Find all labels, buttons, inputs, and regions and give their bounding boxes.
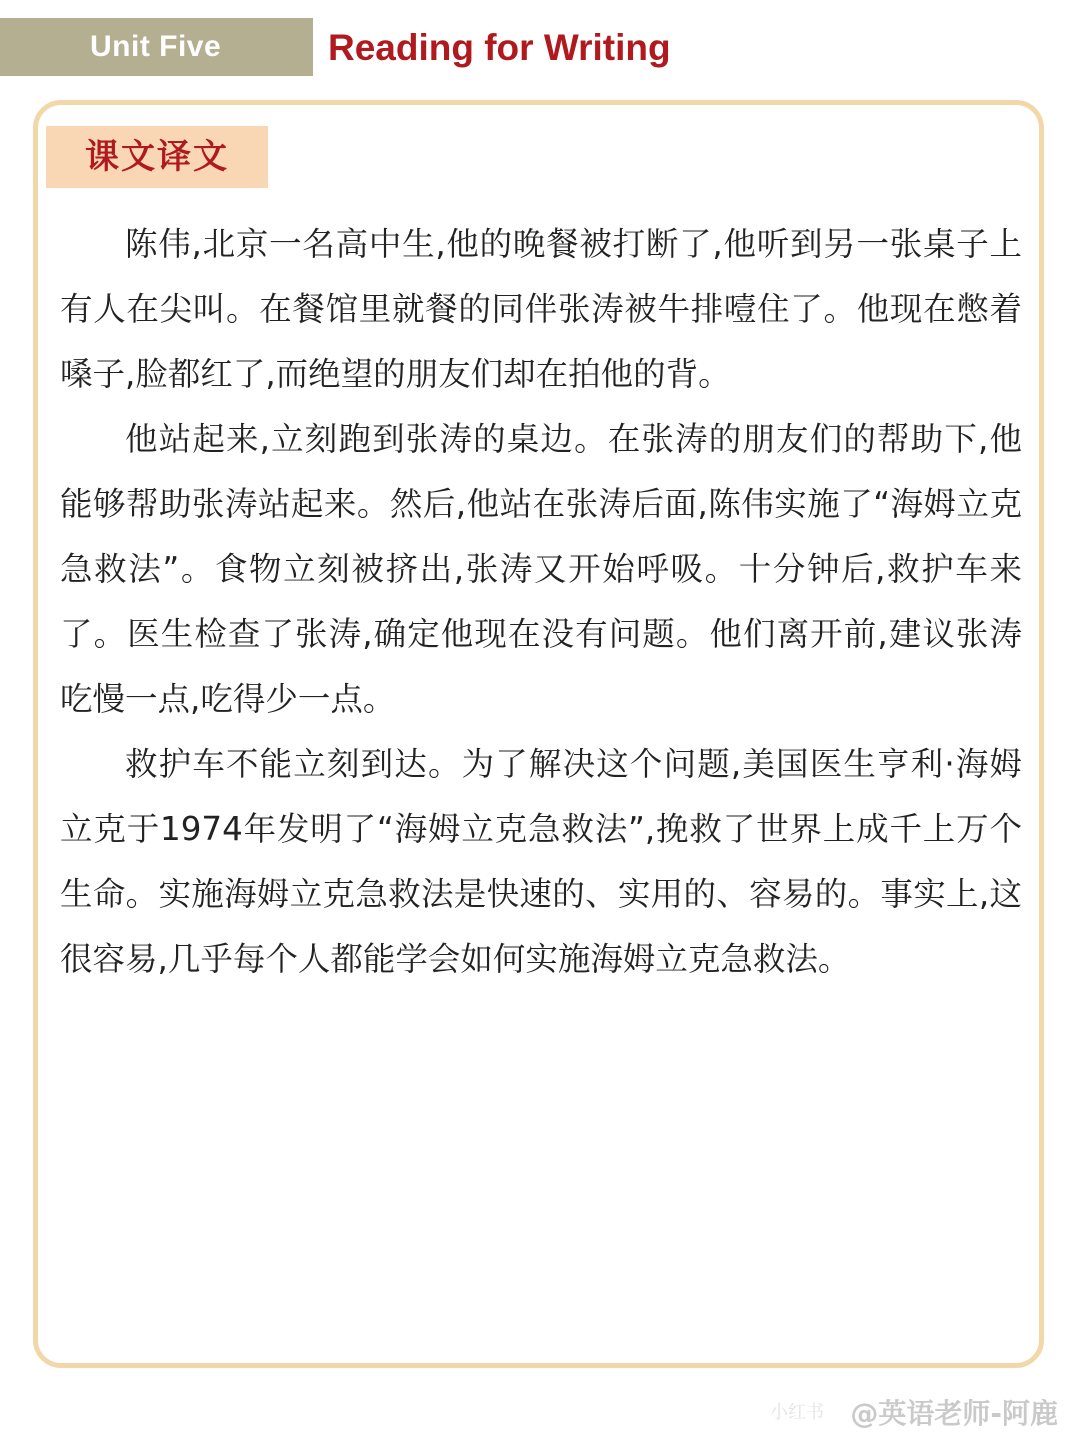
unit-label: Unit Five [0,18,313,76]
paragraph-3: 救护车不能立刻到达。为了解决这个问题,美国医生亨利·海姆立克于1974年发明了“海姆立克急救法”,挽救了世界上成千上万个生命。实施海姆立克急救法是快速的、实用的、容易的。事实上,这很容易,几乎每个人都能学会如何实施海姆立克急救法。 [60,745,1022,978]
translation-body [60,212,1022,992]
translation-label: 课文译文 [46,126,268,188]
section-title: Reading for Writing [328,27,671,68]
watermark-logo: 小红书 [770,1402,824,1423]
paragraph-2: 他站起来,立刻跑到张涛的桌边。在张涛的朋友们的帮助下,他能够帮助张涛站起来。然后,他站在张涛后面,陈伟实施了“海姆立克急救法”。食物立刻被挤出,张涛又开始呼吸。十分钟后,救护车来了。医生检查了张涛,确定他现在没有问题。他们离开前,建议张涛吃慢一点,吃得少一点。 [60,420,1022,718]
paragraph-1: 陈伟,北京一名高中生,他的晚餐被打断了,他听到另一张桌子上有人在尖叫。在餐馆里就餐的同伴张涛被牛排噎住了。他现在憋着嗓子,脸都红了,而绝望的朋友们却在拍他的背。 [60,225,1022,393]
watermark-author: @英语老师-阿鹿 [850,1397,1058,1430]
